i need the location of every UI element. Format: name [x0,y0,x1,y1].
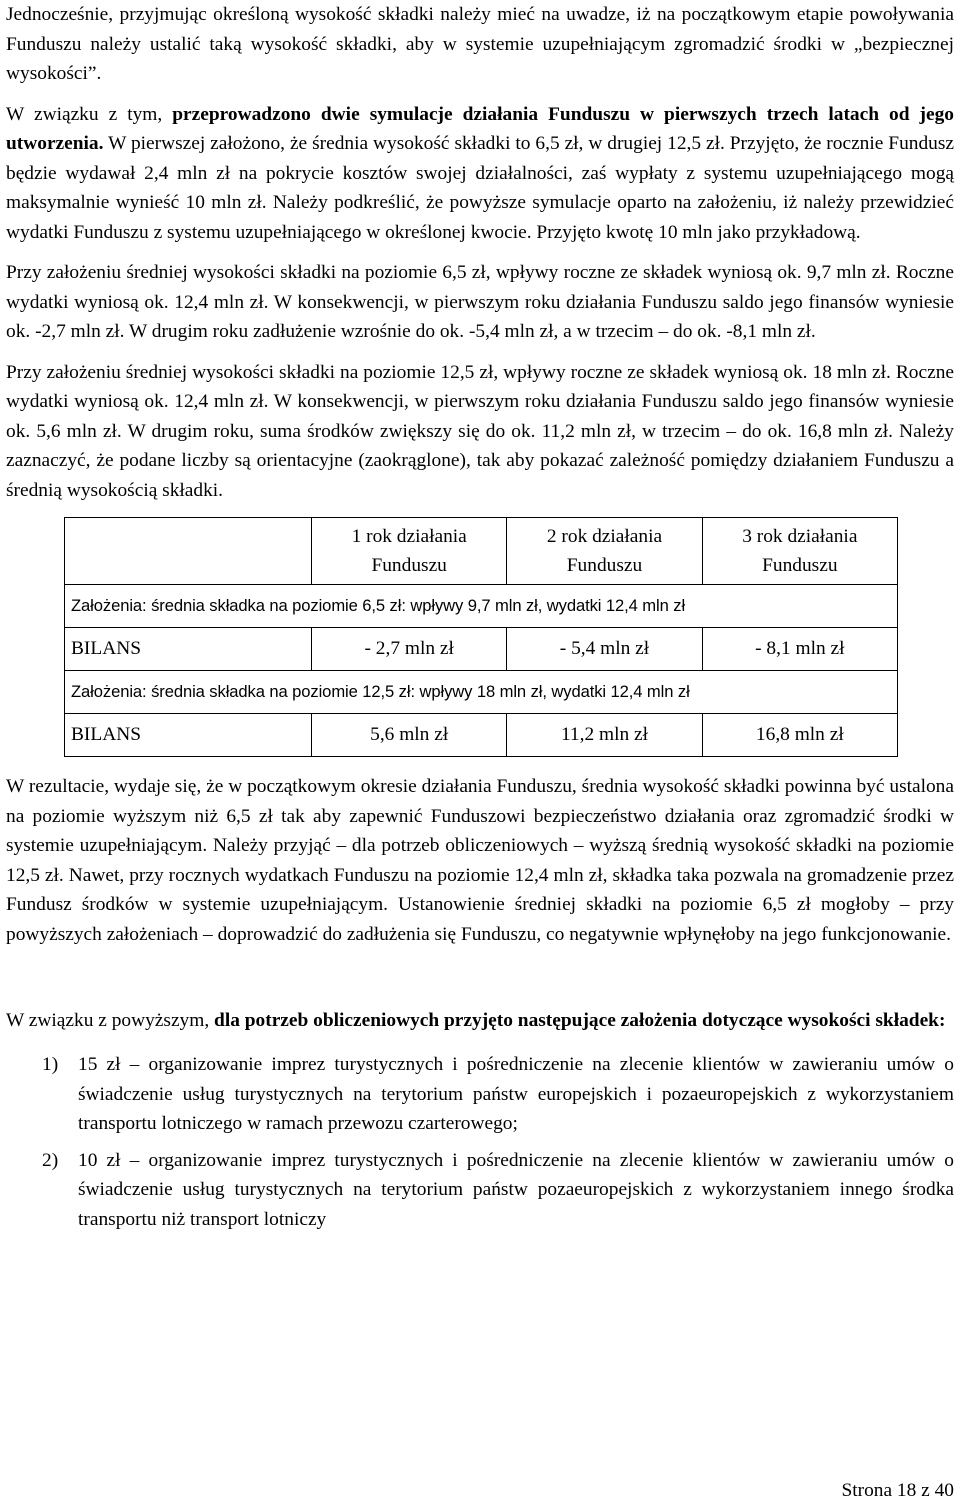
table-row-bilans-1 [65,628,898,671]
list-item [6,1146,954,1235]
table-header-row [65,518,898,585]
document-page [6,0,954,1241]
paragraph-scenario-2: Przy założeniu średniej wysokości składki na poziomie 12,5 zł, wpływy roczne ze składek wyniosą ok. 18 mln zł. Roczne wydatki wyniosą ok. 12,4 mln zł. W konsekwencji, w pierwszym roku działania Funduszu saldo jego finansów wyniesie ok. 5,6 mln zł. W drugim roku, suma środków zwiększy się do ok. 11,2 mln zł, w trzecim – do ok. 16,8 mln zł. Należy zaznaczyć, że podane liczby są orientacyjne (zaokrąglone), tak aby pokazać zależność pomiędzy działaniem Funduszu a średnią wysokością składki. [6,361,954,501]
paragraph-simulations-bold: przeprowadzono dwie symulacje działania Funduszu w pierwszych trzech latach od jego utworzenia. [6,103,954,154]
bilans-1-year-3: - 8,1 mln zł [702,628,897,671]
assumption-1-cell: Założenia: średnia składka na poziomie 6,5 zł: wpływy 9,7 mln zł, wydatki 12,4 mln zł [65,585,898,628]
bilans-1-label: BILANS [65,628,312,671]
page-number: Strona 18 z 40 [841,1480,954,1501]
table-header-year-3: 3 rok działania Funduszu [702,518,897,585]
bilans-1-year-2: - 5,4 mln zł [507,628,702,671]
bilans-2-year-2: 11,2 mln zł [507,714,702,757]
list-item-number: 2) [42,1149,59,1171]
simulation-table [64,517,898,757]
table-header-year-1: 1 rok działania Funduszu [312,518,507,585]
paragraph-simulations-rest: W pierwszej założono, że średnia wysokość składki to 6,5 zł, w drugiej 12,5 zł. Przyjęto, że rocznie Fundusz będzie wydawał 2,4 mln zł na pokrycie kosztów swojej działalności, zaś wypłaty z systemu uzupełniającego mogą maksymalnie wynieść 10 mln zł. Należy podkreślić, że powyższe symulacje oparto na założeniu, iż należy przewidzieć wydatki Funduszu z systemu uzupełniającego w określonej kwocie. Przyjęto kwotę 10 mln jako przykładową. [6,133,955,243]
bilans-1-year-1: - 2,7 mln zł [312,628,507,671]
paragraph-conclusion: W rezultacie, wydaje się, że w początkowym okresie działania Funduszu, średnia wysokość składki powinna być ustalona na poziomie wyższym niż 6,5 zł tak aby zapewnić Funduszowi bezpieczeństwo działania oraz zgromadzić środki w systemie uzupełniającym. Należy przyjąć – dla potrzeb obliczeniowych – wyższą średnią wysokość składki na poziomie 12,5 zł. Nawet, przy rocznych wydatkach Funduszu na poziomie 12,4 mln zł, składka taka pozwala na gromadzenie przez Fundusz środków w systemie uzupełniającym. Ustanowienie średniej składki na poziomie 6,5 zł mogłoby – przy powyższych założeniach – doprowadzić do zadłużenia się Funduszu, co negatywnie wpłynęłoby na jego funkcjonowanie. [6,776,954,945]
paragraph-simulations [6,100,954,248]
list-item-number: 1) [42,1054,59,1075]
paragraph-scenario-1: Przy założeniu średniej wysokości składki na poziomie 6,5 zł, wpływy roczne ze składek wyniosą ok. 9,7 mln zł. Roczne wydatki wyniosą ok. 12,4 mln zł. W konsekwencji, w pierwszym roku działania Funduszu saldo jego finansów wyniesie ok. -2,7 mln zł. W drugim roku zadłużenie wzrośnie do ok. -5,4 mln zł, a w trzecim – do ok. -8,1 mln zł. [6,262,954,342]
paragraph-intro: Jednocześnie, przyjmując określoną wysokość składki należy mieć na uwadze, iż na początkowym etapie powoływania Funduszu należy ustalić taką wysokość składki, aby w systemie uzupełniającym zgromadzić środki w „bezpiecznej wysokości”. [6,4,954,84]
assumptions-intro-lead: W związku z powyższym, [6,1010,210,1031]
assumption-2-cell: Założenia: średnia składka na poziomie 12,5 zł: wpływy 18 mln zł, wydatki 12,4 mln zł [65,671,898,714]
table-row-assumption-1 [65,585,898,628]
bilans-2-label: BILANS [65,714,312,757]
list-item-text: 10 zł – organizowanie imprez turystycznych i pośredniczenie na zlecenie klientów w zawieraniu umów o świadczenie usług turystycznych na terytorium państw pozaeuropejskich z wykorzystaniem innego środka transportu niż transport lotniczy [78,1149,954,1230]
assumptions-list [6,1050,954,1234]
list-item [6,1050,954,1139]
table-header-empty [65,518,312,585]
list-item-text: 15 zł – organizowanie imprez turystycznych i pośredniczenie na zlecenie klientów w zawieraniu umów o świadczenie usług turystycznych na terytorium państw europejskich i pozaeuropejskich z wykorzystaniem transportu lotniczego w ramach przewozu czarterowego; [78,1054,954,1134]
table-row-bilans-2 [65,714,898,757]
assumptions-intro-bold: dla potrzeb obliczeniowych przyjęto następujące założenia dotyczące wysokości składek: [214,1010,946,1031]
table-row-assumption-2 [65,671,898,714]
bilans-2-year-3: 16,8 mln zł [702,714,897,757]
paragraph-assumptions-intro [6,1004,954,1038]
table-header-year-2: 2 rok działania Funduszu [507,518,702,585]
paragraph-simulations-lead: W związku z tym, [6,103,163,125]
bilans-2-year-1: 5,6 mln zł [312,714,507,757]
